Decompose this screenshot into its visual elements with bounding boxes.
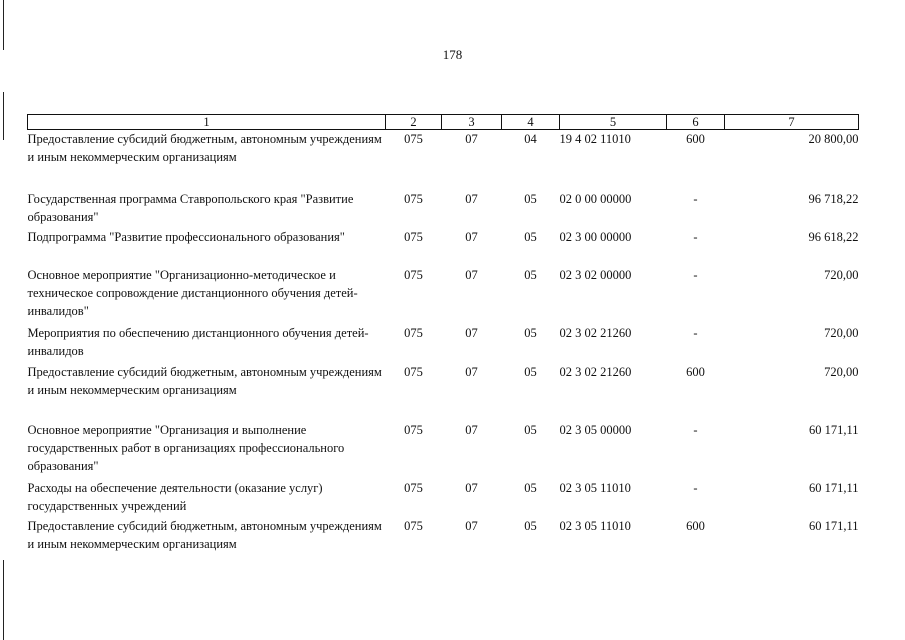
cell-type: 600 — [686, 364, 705, 379]
scan-edge-line — [3, 560, 4, 640]
cell-section: 07 — [465, 422, 478, 437]
cell-target: 02 3 02 00000 — [559, 267, 632, 282]
cell-type: - — [693, 480, 698, 495]
cell-type: - — [693, 229, 698, 244]
cell-amount: 720,00 — [824, 267, 859, 282]
cell-target: 02 3 05 00000 — [559, 422, 632, 437]
column-header: 2 — [386, 115, 442, 130]
cell-code: 075 — [404, 191, 423, 206]
cell-amount: 60 171,11 — [808, 518, 859, 533]
cell-code: 075 — [404, 422, 423, 437]
cell-code: 075 — [404, 325, 423, 340]
cell-subsection: 05 — [524, 480, 537, 495]
cell-section: 07 — [465, 229, 478, 244]
cell-amount: 60 171,11 — [808, 422, 859, 437]
cell-type: - — [693, 325, 698, 340]
cell-type: - — [693, 267, 698, 282]
scan-edge-line — [3, 92, 4, 140]
cell-subsection: 05 — [524, 364, 537, 379]
table-row — [28, 190, 859, 228]
page-number: 178 — [442, 47, 463, 62]
row-name: Подпрограмма "Развитие профессионального образования" — [27, 229, 345, 244]
cell-type: 600 — [686, 518, 705, 533]
column-header: 6 — [667, 115, 725, 130]
row-name: Расходы на обеспечение деятельности (оказание услуг) государственных учреждений — [27, 480, 323, 513]
cell-target: 02 3 05 11010 — [559, 518, 631, 533]
table-row — [28, 324, 859, 363]
cell-section: 07 — [465, 132, 478, 146]
column-header: 7 — [725, 115, 859, 130]
cell-code: 075 — [404, 480, 423, 495]
cell-subsection: 05 — [524, 191, 537, 206]
row-name: Основное мероприятие "Организационно-методическое и техническое сопровождение дистанционного обучения детей-инвалидов" — [27, 267, 358, 318]
cell-amount: 60 171,11 — [808, 480, 859, 495]
column-header: 3 — [442, 115, 502, 130]
cell-amount: 720,00 — [824, 325, 859, 340]
cell-subsection: 05 — [524, 267, 537, 282]
row-name: Предоставление субсидий бюджетным, автономным учреждениям и иным некоммерческим организациям — [27, 132, 382, 164]
cell-amount: 720,00 — [824, 364, 859, 379]
cell-section: 07 — [465, 325, 478, 340]
cell-target: 02 3 00 00000 — [559, 229, 632, 244]
cell-section: 07 — [465, 518, 478, 533]
table-row — [28, 228, 859, 266]
scan-edge-line — [3, 0, 4, 50]
cell-section: 07 — [465, 480, 478, 495]
cell-target: 02 0 00 00000 — [559, 191, 632, 206]
cell-code: 075 — [404, 364, 423, 379]
table-row — [28, 421, 859, 479]
row-name: Государственная программа Ставропольского края "Развитие образования" — [27, 191, 354, 224]
column-header: 4 — [502, 115, 560, 130]
cell-code: 075 — [404, 518, 423, 533]
row-name: Предоставление субсидий бюджетным, автономным учреждениям и иным некоммерческим организациям — [27, 364, 382, 397]
table-row — [28, 363, 859, 421]
row-name: Основное мероприятие "Организация и выполнение государственных работ в организациях профессионального образования" — [27, 422, 345, 473]
column-header: 1 — [28, 115, 386, 130]
table-row — [28, 517, 859, 557]
cell-type: - — [693, 422, 698, 437]
cell-subsection: 05 — [524, 518, 537, 533]
row-name: Мероприятия по обеспечению дистанционного обучения детей-инвалидов — [27, 325, 369, 358]
cell-section: 07 — [465, 364, 478, 379]
table-row — [28, 130, 859, 190]
column-header: 5 — [560, 115, 667, 130]
cell-target: 02 3 02 21260 — [559, 325, 632, 340]
cell-type: - — [693, 191, 698, 206]
cell-target: 02 3 02 21260 — [559, 364, 632, 379]
table-row — [28, 479, 859, 517]
cell-amount: 20 800,00 — [808, 132, 859, 146]
cell-target: 02 3 05 11010 — [559, 480, 631, 495]
table-row — [28, 266, 859, 324]
cell-section: 07 — [465, 191, 478, 206]
cell-subsection: 05 — [524, 229, 537, 244]
cell-amount: 96 718,22 — [808, 191, 859, 206]
cell-subsection: 05 — [524, 422, 537, 437]
row-name: Предоставление субсидий бюджетным, автономным учреждениям и иным некоммерческим организациям — [27, 518, 382, 551]
cell-type: 600 — [686, 132, 705, 146]
cell-target: 19 4 02 11010 — [559, 132, 631, 146]
cell-subsection: 05 — [524, 325, 537, 340]
cell-code: 075 — [404, 267, 423, 282]
cell-amount: 96 618,22 — [808, 229, 859, 244]
cell-subsection: 04 — [524, 132, 537, 146]
cell-code: 075 — [404, 229, 423, 244]
cell-code: 075 — [404, 132, 423, 146]
table-header-row — [28, 115, 859, 130]
budget-table — [27, 114, 859, 557]
cell-section: 07 — [465, 267, 478, 282]
